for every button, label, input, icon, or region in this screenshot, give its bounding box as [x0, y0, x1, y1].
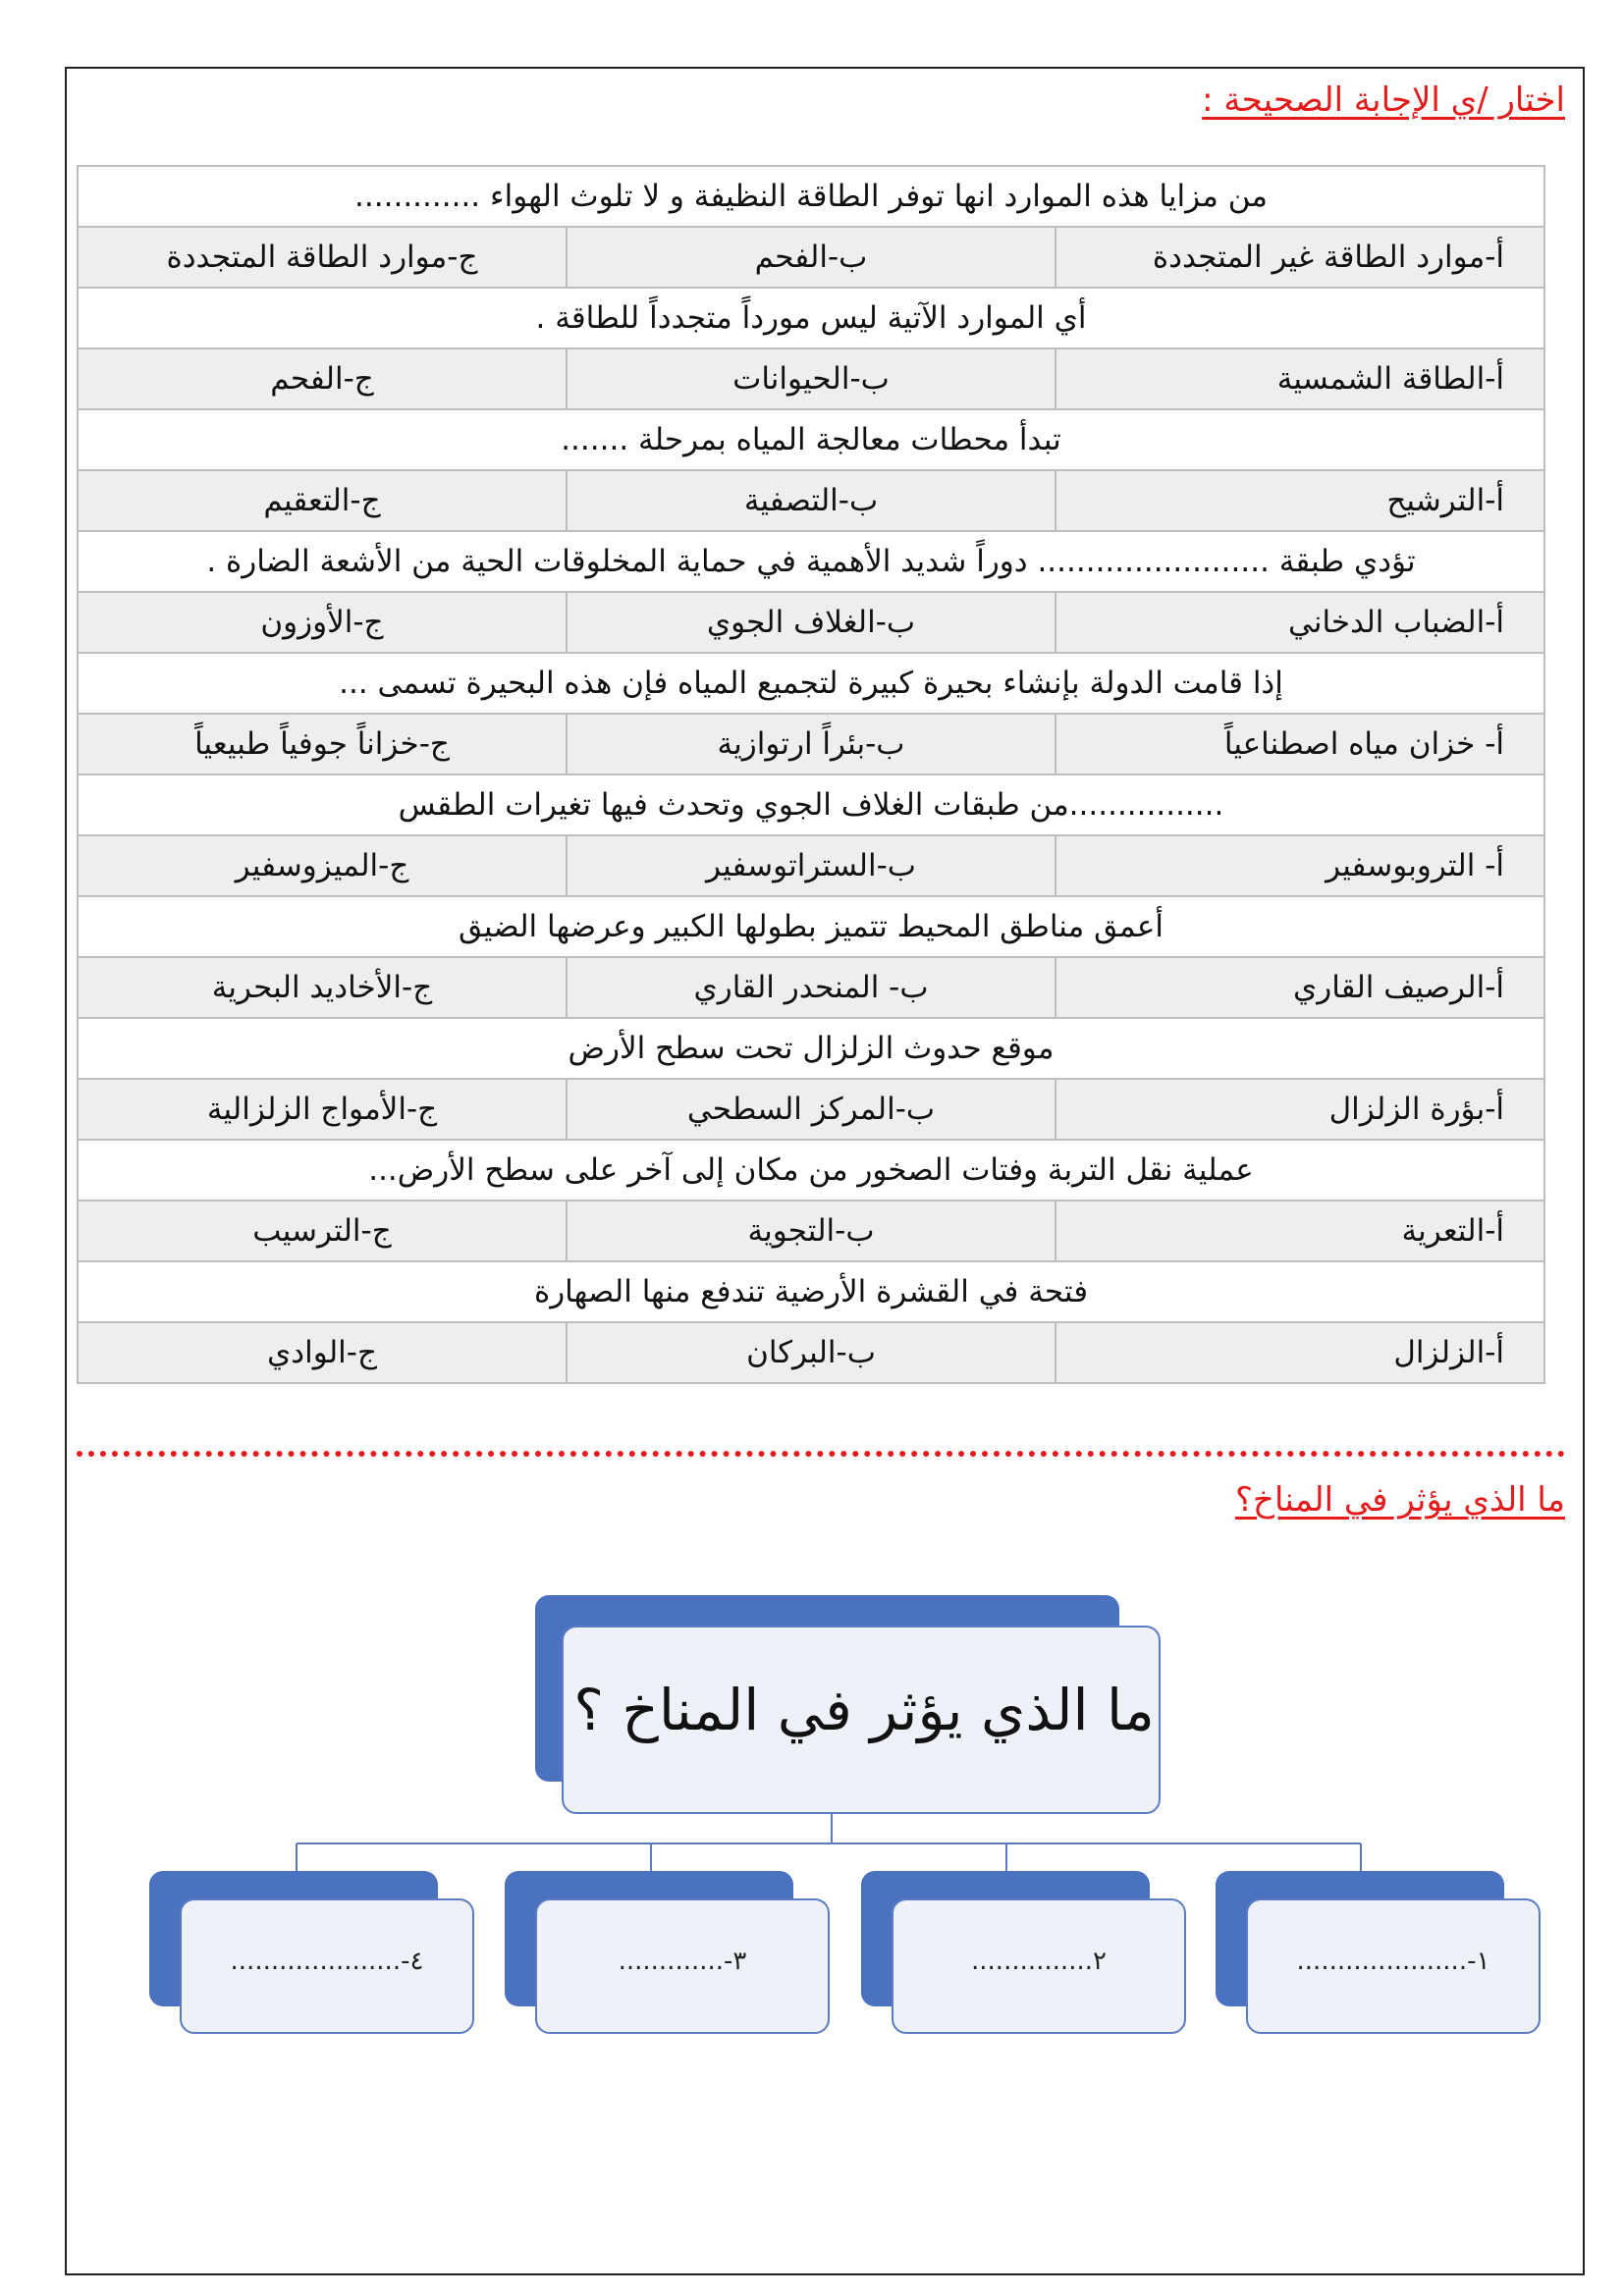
question-text: تبدأ محطات معالجة المياه بمرحلة .......: [78, 409, 1544, 470]
option-b[interactable]: ب-الفحم: [567, 227, 1056, 288]
option-b[interactable]: ب-المركز السطحي: [567, 1079, 1056, 1140]
option-a[interactable]: أ-الزلزال: [1056, 1322, 1544, 1383]
option-a[interactable]: أ- التروبوسفير: [1056, 835, 1544, 896]
question-text: موقع حدوث الزلزال تحت سطح الأرض: [78, 1018, 1544, 1079]
diagram-box-1-text: ١-.....................: [1296, 1947, 1490, 1976]
diagram-box-3-text: ٣-.............: [618, 1947, 747, 1976]
option-b[interactable]: ب-التصفية: [567, 470, 1056, 531]
diagram-box-4-text: ٤-.....................: [230, 1947, 424, 1976]
option-b[interactable]: ب-بئراً ارتوازية: [567, 714, 1056, 774]
diagram-box-2-text: ٢...............: [971, 1947, 1107, 1976]
option-a[interactable]: أ-الطاقة الشمسية: [1056, 348, 1544, 409]
question-text: فتحة في القشرة الأرضية تندفع منها الصهارة: [78, 1261, 1544, 1322]
question-text: من مزايا هذه الموارد انها توفر الطاقة النظيفة و لا تلوث الهواء .............: [78, 166, 1544, 227]
option-a[interactable]: أ- خزان مياه اصطناعياً: [1056, 714, 1544, 774]
option-a[interactable]: أ-الضباب الدخاني: [1056, 592, 1544, 653]
option-a[interactable]: أ-التعرية: [1056, 1201, 1544, 1261]
question-text: تؤدي طبقة ........................ دوراً شديد الأهمية في حماية المخلوقات الحية من الأشعة الضارة .: [78, 531, 1544, 592]
option-c[interactable]: ج-الأوزون: [78, 592, 567, 653]
option-c[interactable]: ج-الفحم: [78, 348, 567, 409]
option-a[interactable]: أ-الرصيف القاري: [1056, 957, 1544, 1018]
option-b[interactable]: ب-التجوية: [567, 1201, 1056, 1261]
option-c[interactable]: ج-التعقيم: [78, 470, 567, 531]
option-c[interactable]: ج-موارد الطاقة المتجددة: [78, 227, 567, 288]
option-c[interactable]: ج-خزاناً جوفياً طبيعياً: [78, 714, 567, 774]
option-b[interactable]: ب-الغلاف الجوي: [567, 592, 1056, 653]
option-b[interactable]: ب-البركان: [567, 1322, 1056, 1383]
option-c[interactable]: ج-الميزوسفير: [78, 835, 567, 896]
option-b[interactable]: ب- المنحدر القاري: [567, 957, 1056, 1018]
option-c[interactable]: ج-الأمواج الزلزالية: [78, 1079, 567, 1140]
option-b[interactable]: ب-الستراتوسفير: [567, 835, 1056, 896]
option-c[interactable]: ج-الترسيب: [78, 1201, 567, 1261]
question-text: أعمق مناطق المحيط تتميز بطولها الكبير وعرضها الضيق: [78, 896, 1544, 957]
question-text: إذا قامت الدولة بإنشاء بحيرة كبيرة لتجميع المياه فإن هذه البحيرة تسمى ...: [78, 653, 1544, 714]
diagram-main-question: ما الذي يؤثر في المناخ ؟: [573, 1677, 1155, 1743]
section-heading-climate: ما الذي يؤثر في المناخ؟: [1235, 1480, 1565, 1520]
option-c[interactable]: ج-الوادي: [78, 1322, 567, 1383]
option-a[interactable]: أ-موارد الطاقة غير المتجددة: [1056, 227, 1544, 288]
option-a[interactable]: أ-بؤرة الزلزال: [1056, 1079, 1544, 1140]
option-a[interactable]: أ-الترشيح: [1056, 470, 1544, 531]
question-text: عملية نقل التربة وفتات الصخور من مكان إلى آخر على سطح الأرض...: [78, 1140, 1544, 1201]
question-text: أي الموارد الآتية ليس مورداً متجدداً للطاقة .: [78, 288, 1544, 348]
question-text: ................من طبقات الغلاف الجوي وتحدث فيها تغيرات الطقس: [78, 774, 1544, 835]
option-c[interactable]: ج-الأخاديد البحرية: [78, 957, 567, 1018]
section-heading-choose: اختار /ي الإجابة الصحيحة :: [1202, 80, 1565, 120]
connector-lines: [297, 1813, 1361, 1871]
option-b[interactable]: ب-الحيوانات: [567, 348, 1056, 409]
